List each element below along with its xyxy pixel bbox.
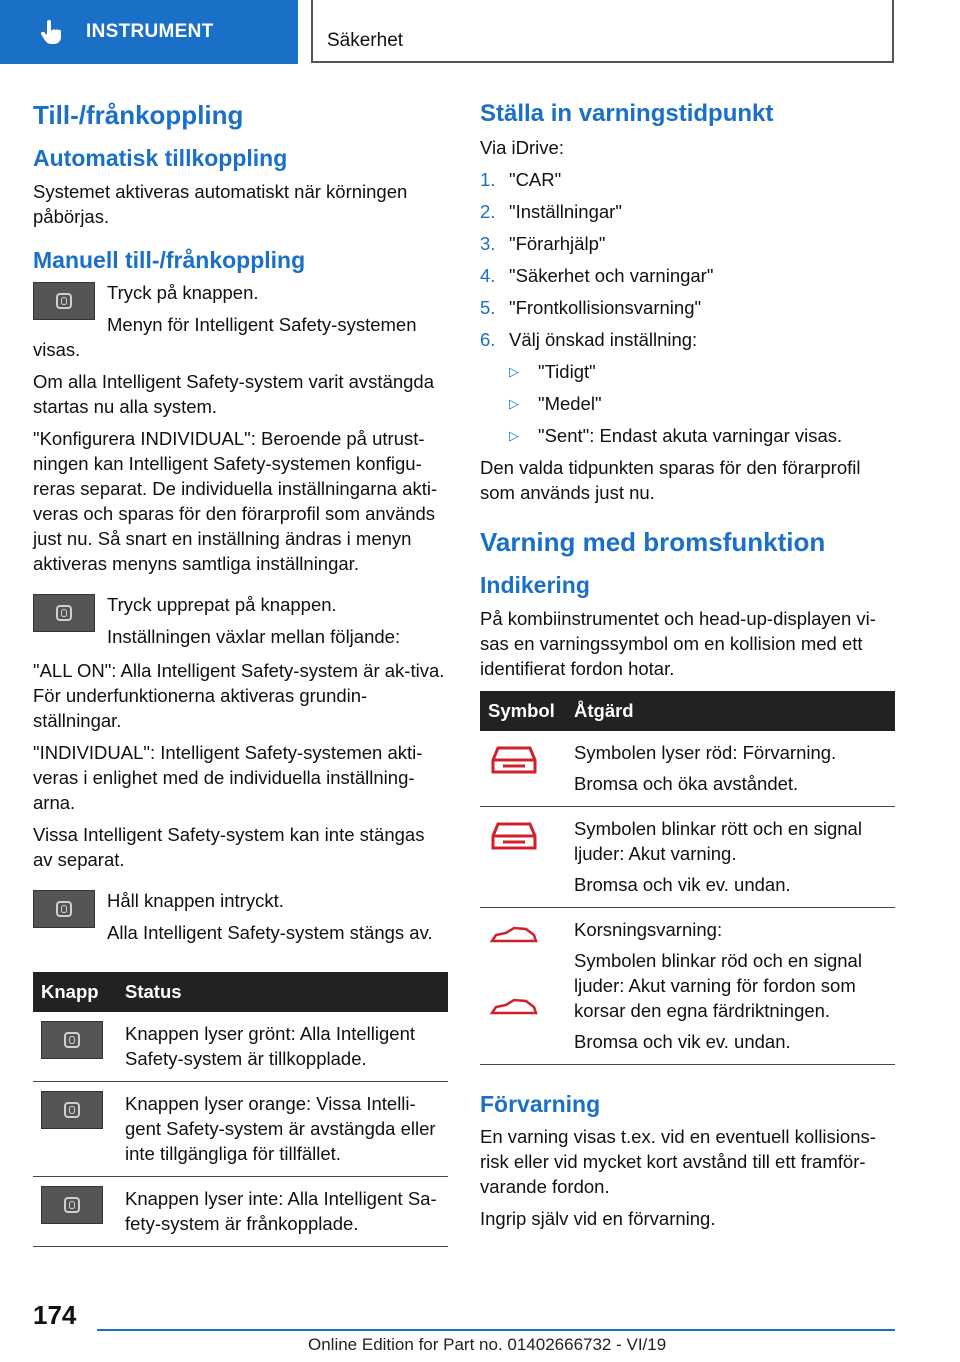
tab-instrument[interactable] [0, 0, 298, 64]
action-text: Symbolen lyser röd: Förvarning. [574, 741, 837, 763]
press-3-text: Håll knappen intryckt. [107, 890, 284, 912]
safety-button-icon [33, 594, 95, 632]
individual-text: "INDIVIDUAL": Intelligent Safety-systemen akti-veras i enlighet med de individuella inställning-arna. [33, 742, 423, 814]
brake-heading: Varning med bromsfunktion [480, 526, 826, 557]
left-column [33, 100, 448, 1247]
list-item: 1. "CAR" [480, 168, 562, 190]
col-knapp: Knapp [33, 972, 117, 1012]
press-step-3 [33, 888, 448, 952]
page-number: 174 [33, 1300, 77, 1330]
table-header [480, 691, 895, 731]
list-item: 2. "Inställningar" [480, 200, 622, 222]
tab-instrument-label: INSTRUMENT [86, 21, 214, 42]
action-text: Bromsa och öka avståndet. [574, 772, 799, 794]
list-item: 6. Välj önskad inställning: [480, 328, 698, 350]
options-list [480, 359, 895, 448]
intervene-text: Ingrip själv vid en förvarning. [480, 1208, 716, 1230]
via-text: Via iDrive: [480, 136, 564, 158]
table-row [480, 731, 895, 807]
car-front-icon [488, 740, 540, 780]
safety-button-icon [33, 890, 95, 928]
footer-edition: Online Edition for Part no. 01402666732 - VI/19 [308, 1335, 667, 1354]
status-cell: Knappen lyser grönt: Alla Intelligent Safety-system är tillkopplade. [117, 1012, 448, 1082]
action-text: Korsningsvarning: [574, 918, 723, 940]
table-row [33, 1012, 448, 1082]
all-off-text: Om alla Intelligent Safety-system varit avstängda startas nu alla system. [33, 371, 435, 418]
tab-sakerhet[interactable] [311, 0, 894, 63]
indication-text: På kombiinstrumentet och head-up-displayen vi-sas en varningssymbol om en kollision med ett identifierat fordon hotar. [480, 607, 876, 679]
safety-button-icon [41, 1091, 103, 1129]
table-row [33, 1082, 448, 1177]
press-3b-text: Alla Intelligent Safety-system stängs av. [107, 922, 433, 944]
header-bar [0, 0, 960, 66]
action-text: Bromsa och vik ev. undan. [574, 1030, 791, 1052]
prewarn-heading: Förvarning [480, 1090, 601, 1117]
configure-text: "Konfigurera INDIVIDUAL": Beroende på utrust-ningen kan Intelligent Safety-systemen konfigu-reras separat. De individuella inställningarna akti-veras och sparas för den förarprofil som används just nu. Så snart en inställning ändras i menyn aktiveras menyns samtliga inställningar. [33, 428, 438, 575]
col-atgard: Åtgärd [566, 691, 895, 731]
triangle-bullet-icon: ▷ [509, 427, 519, 443]
auto-text: Systemet aktiveras automatiskt när körningen påbörjas. [33, 180, 408, 227]
list-item: ▷ "Tidigt" [509, 360, 596, 382]
symbol-action-table [480, 691, 895, 1065]
right-column [480, 100, 895, 1238]
triangle-bullet-icon: ▷ [509, 395, 519, 411]
tab-sakerhet-label: Säkerhet [327, 30, 404, 51]
press-1-text: Tryck på knappen. [107, 282, 259, 304]
manual-heading: Manuell till-/frånkoppling [33, 246, 306, 273]
car-side-icon [488, 997, 540, 1019]
action-text: Symbolen blinkar rött och en signal ljuder: Akut varning. [574, 817, 862, 864]
action-text: Bromsa och vik ev. undan. [574, 873, 791, 895]
hand-pointer-icon [38, 18, 66, 46]
section-title: Till-/frånkoppling [33, 100, 244, 130]
list-item: 4. "Säkerhet och varningar" [480, 264, 714, 286]
button-status-table [33, 972, 448, 1247]
table-row [33, 1177, 448, 1247]
safety-button-icon [41, 1021, 103, 1059]
car-front-icon [488, 816, 540, 856]
list-item: ▷ "Sent": Endast akuta varningar visas. [509, 424, 843, 446]
col-symbol: Symbol [480, 691, 566, 731]
press-step-2 [33, 592, 448, 656]
set-heading: Ställa in varningstidpunkt [480, 100, 774, 127]
saved-text: Den valda tidpunkten sparas för den förarprofil som används just nu. [480, 456, 861, 503]
col-status: Status [117, 972, 448, 1012]
press-2b-text: Inställningen växlar mellan följande: [107, 626, 401, 648]
status-cell: Knappen lyser inte: Alla Intelligent Sa-fety-system är frånkopplade. [117, 1177, 448, 1247]
auto-heading: Automatisk tillkoppling [33, 145, 288, 172]
table-row [480, 907, 895, 1064]
list-item: ▷ "Medel" [509, 392, 602, 414]
status-cell: Knappen lyser orange: Vissa Intelli-gent Safety-system är avstängda eller inte tillgängliga för tillfället. [117, 1082, 448, 1177]
list-item: 5. "Frontkollisionsvarning" [480, 296, 702, 318]
safety-button-icon [41, 1186, 103, 1224]
indication-heading: Indikering [480, 571, 590, 598]
press-1b-full: Menyn för Intelligent Safety-systemen visas. [33, 314, 417, 361]
all-on-text: "ALL ON": Alla Intelligent Safety-system är ak-tiva. För underfunktionerna aktiveras grundin-ställningar. [33, 660, 445, 732]
car-side-icon [488, 925, 540, 947]
action-text: Symbolen blinkar röd och en signal ljuder: Akut varning för fordon som korsar den egna färdriktningen. [574, 949, 862, 1021]
safety-button-icon [33, 282, 95, 320]
steps-list [480, 167, 895, 352]
table-row [480, 806, 895, 907]
prewarn-text: En varning visas t.ex. vid en eventuell kollisions-risk eller vid mycket kort avstånd till ett framför-varande fordon. [480, 1126, 876, 1198]
triangle-bullet-icon: ▷ [509, 363, 519, 379]
press-2-text: Tryck upprepat på knappen. [107, 594, 337, 616]
list-item: 3. "Förarhjälp" [480, 232, 606, 254]
table-header [33, 972, 448, 1012]
footer-divider [97, 1329, 895, 1331]
some-text: Vissa Intelligent Safety-system kan inte stängas av separat. [33, 824, 425, 871]
press-step-1 [33, 280, 448, 344]
